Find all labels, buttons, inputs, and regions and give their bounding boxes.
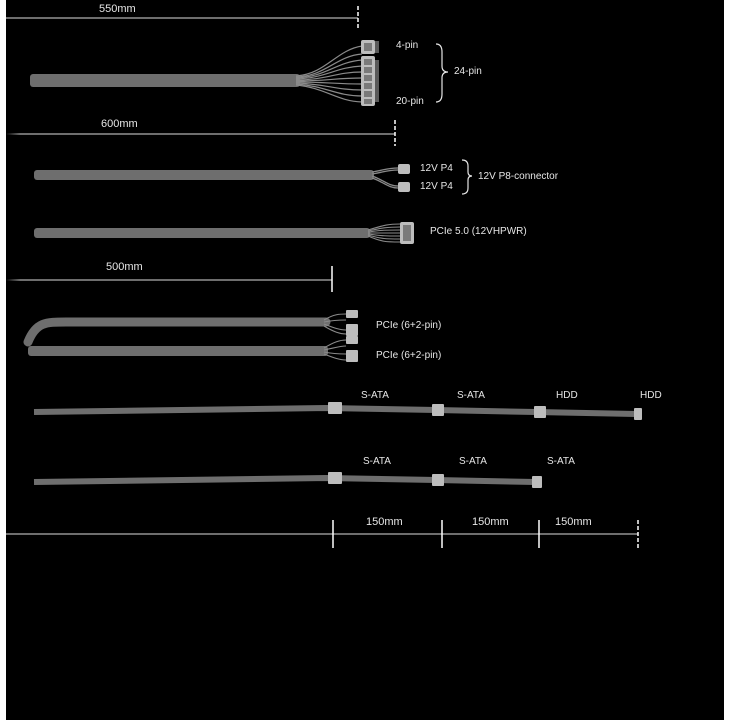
sata2-c3-label: S-ATA	[547, 456, 575, 467]
sata1-hdd2-label: HDD	[640, 390, 662, 401]
sata1-c2-label: S-ATA	[457, 390, 485, 401]
pcie-top-label: PCIe (6+2-pin)	[376, 320, 442, 331]
segment-3-label: 150mm	[555, 516, 592, 528]
segment-2-label: 150mm	[472, 516, 509, 528]
sata1-hdd1-label: HDD	[556, 390, 578, 401]
atx-24pin-label: 24-pin	[454, 66, 482, 77]
sata2-c1-label: S-ATA	[363, 456, 391, 467]
length-600-label: 600mm	[101, 118, 138, 130]
length-550-label: 550mm	[99, 3, 136, 15]
cable-diagram	[6, 0, 724, 720]
cpu-p4-top-label: 12V P4	[420, 163, 453, 174]
length-500-label: 500mm	[106, 261, 143, 273]
sata1-c1-label: S-ATA	[361, 390, 389, 401]
measure-550	[6, 6, 358, 30]
cpu-p8-label: 12V P8-connector	[478, 171, 559, 182]
sata2-c2-label: S-ATA	[459, 456, 487, 467]
pcie-bottom-label: PCIe (6+2-pin)	[376, 350, 442, 361]
segment-1-label: 150mm	[366, 516, 403, 528]
cpu-p4-bottom-label: 12V P4	[420, 181, 453, 192]
pcie5-label: PCIe 5.0 (12VHPWR)	[430, 226, 527, 237]
cable-drawing	[6, 0, 724, 720]
measure-150-row	[6, 520, 638, 548]
atx-4pin-label: 4-pin	[396, 40, 419, 51]
atx-20pin-label: 20-pin	[396, 96, 424, 107]
